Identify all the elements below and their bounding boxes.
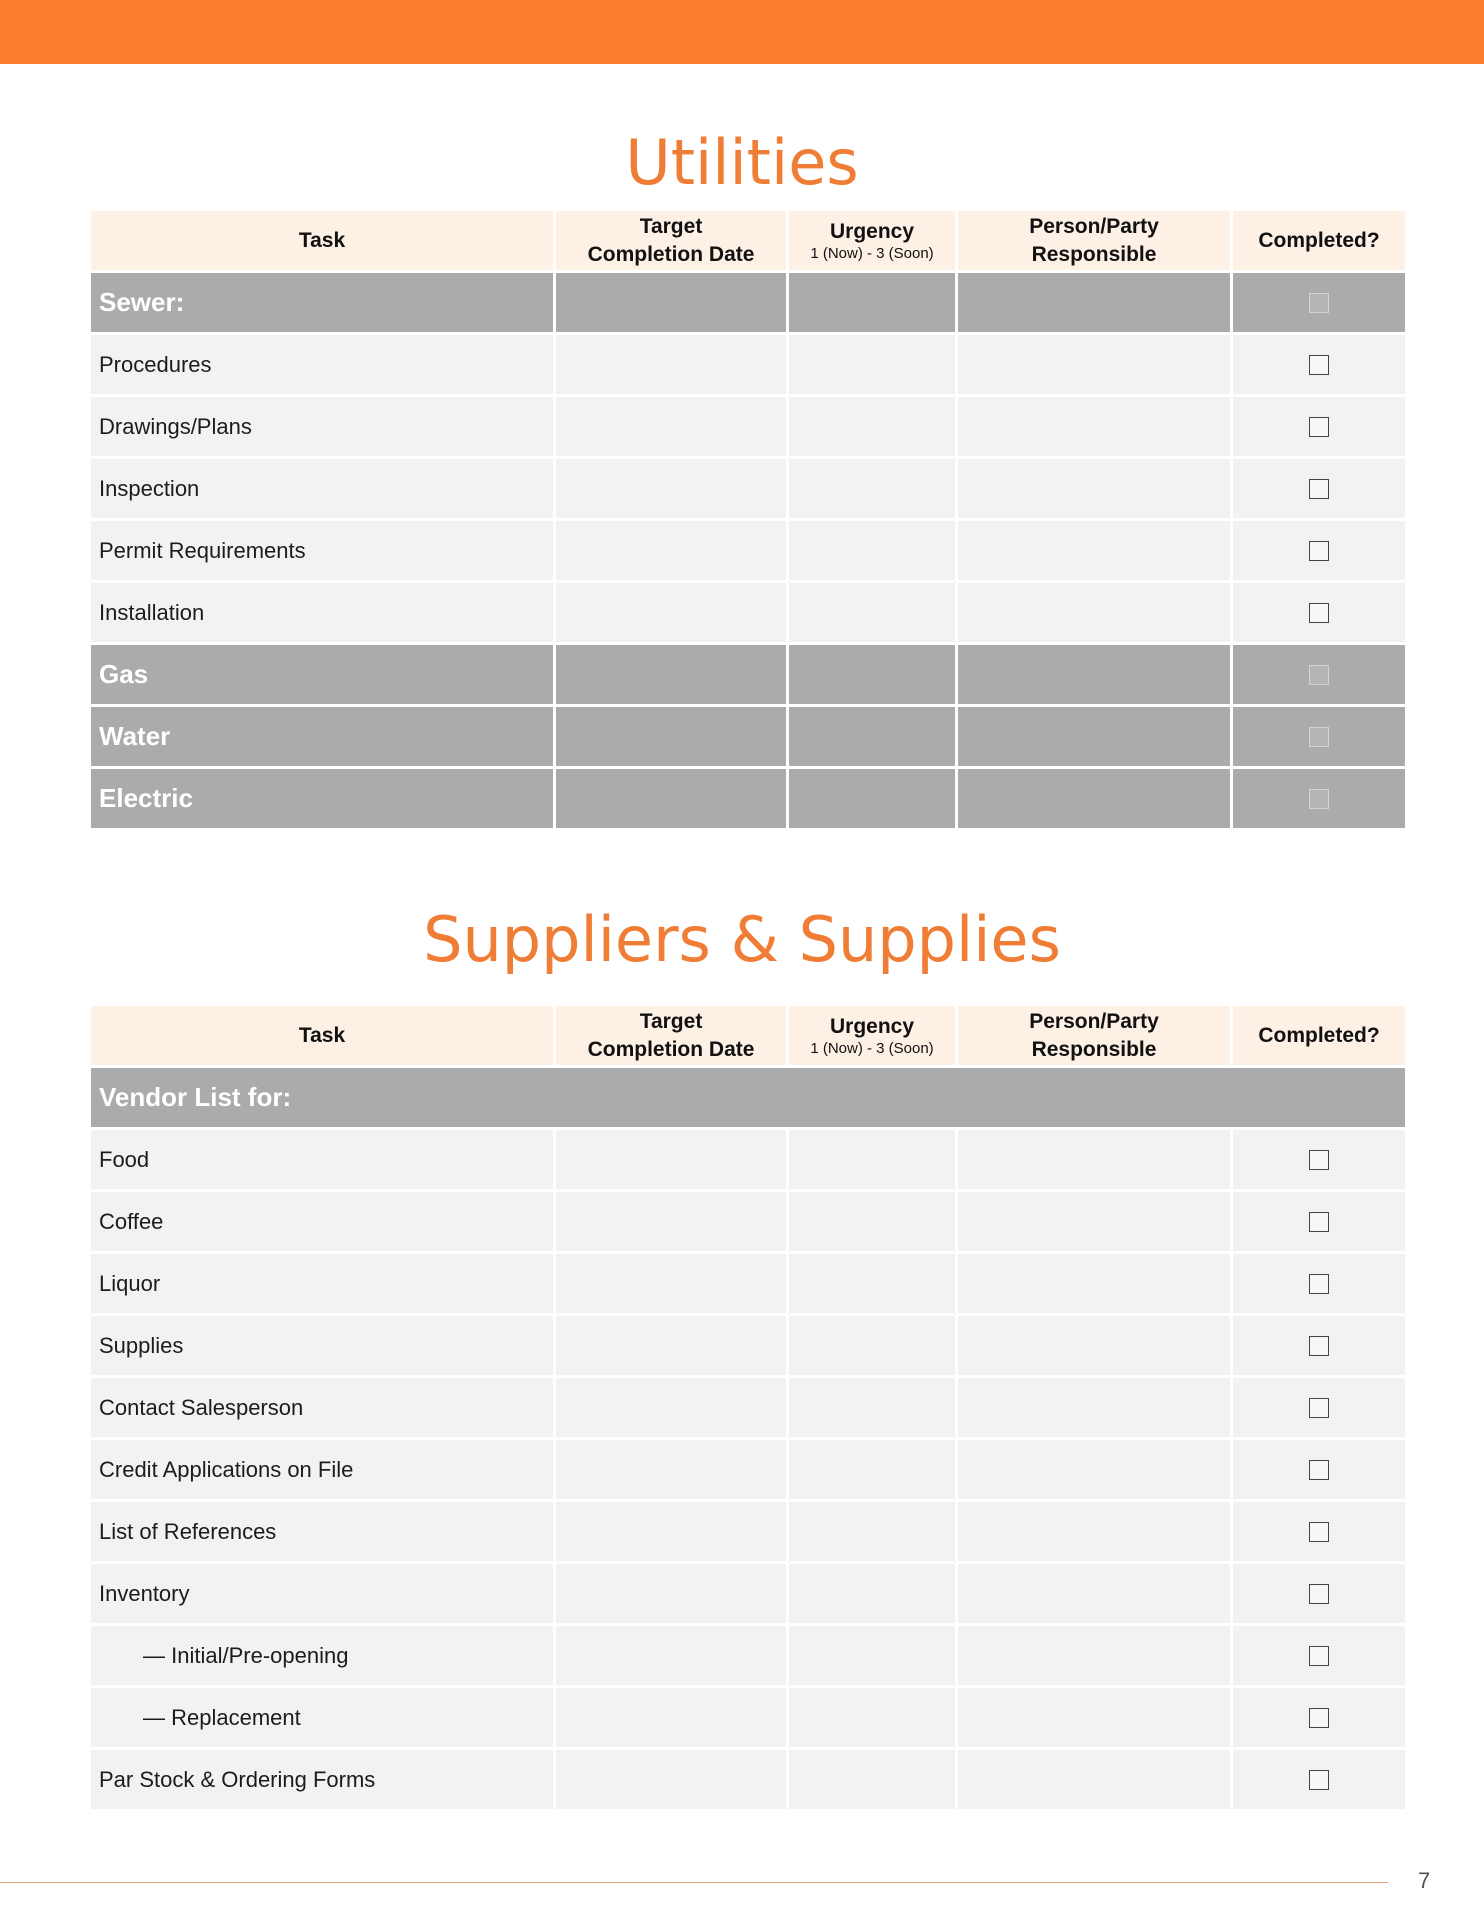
person-cell[interactable] bbox=[958, 273, 1230, 332]
person-cell[interactable] bbox=[958, 397, 1230, 456]
table-row bbox=[91, 1440, 1405, 1499]
person-cell[interactable] bbox=[958, 1440, 1230, 1499]
table-row bbox=[91, 1688, 1405, 1747]
table-row bbox=[91, 583, 1405, 642]
header-urgency: Urgency 1 (Now) - 3 (Soon) bbox=[789, 211, 955, 270]
target-date-cell[interactable] bbox=[556, 1130, 786, 1189]
header-target-date: Target Completion Date bbox=[556, 1006, 786, 1065]
urgency-cell[interactable] bbox=[789, 521, 955, 580]
header-completed: Completed? bbox=[1233, 1006, 1405, 1065]
person-cell[interactable] bbox=[958, 1316, 1230, 1375]
suppliers-title: Suppliers & Supplies bbox=[423, 903, 1061, 976]
page-number: 7 bbox=[1418, 1868, 1431, 1893]
target-date-cell[interactable] bbox=[556, 645, 786, 704]
completed-checkbox[interactable] bbox=[1309, 1212, 1329, 1232]
suppliers-header-row bbox=[91, 1006, 1405, 1065]
table-row bbox=[91, 521, 1405, 580]
header-completed: Completed? bbox=[1233, 211, 1405, 270]
table-row bbox=[91, 1316, 1405, 1375]
target-date-cell[interactable] bbox=[556, 1440, 786, 1499]
completed-cell bbox=[1233, 1130, 1405, 1189]
completed-checkbox[interactable] bbox=[1309, 1584, 1329, 1604]
urgency-cell[interactable] bbox=[789, 707, 955, 766]
utilities-title: Utilities bbox=[625, 126, 859, 199]
completed-cell bbox=[1233, 1626, 1405, 1685]
urgency-cell[interactable] bbox=[789, 1130, 955, 1189]
header-task: Task bbox=[91, 211, 553, 270]
target-date-cell[interactable] bbox=[556, 583, 786, 642]
target-date-cell[interactable] bbox=[556, 1688, 786, 1747]
table-row bbox=[91, 1502, 1405, 1561]
person-cell[interactable] bbox=[958, 1688, 1230, 1747]
task-label: Inspection bbox=[91, 459, 553, 518]
completed-checkbox[interactable] bbox=[1309, 1460, 1329, 1480]
person-cell[interactable] bbox=[958, 1378, 1230, 1437]
urgency-cell[interactable] bbox=[789, 273, 955, 332]
target-date-cell[interactable] bbox=[556, 1378, 786, 1437]
target-date-cell[interactable] bbox=[556, 459, 786, 518]
person-cell[interactable] bbox=[958, 1502, 1230, 1561]
target-date-cell[interactable] bbox=[556, 273, 786, 332]
urgency-cell[interactable] bbox=[789, 1316, 955, 1375]
table-row bbox=[91, 1192, 1405, 1251]
suppliers-table bbox=[88, 1003, 1408, 1812]
table-row bbox=[91, 397, 1405, 456]
table-row bbox=[91, 273, 1405, 332]
urgency-cell[interactable] bbox=[789, 1626, 955, 1685]
completed-checkbox[interactable] bbox=[1309, 479, 1329, 499]
urgency-cell[interactable] bbox=[789, 645, 955, 704]
completed-checkbox[interactable] bbox=[1309, 541, 1329, 561]
task-label: Inventory bbox=[91, 1564, 553, 1623]
task-label: Liquor bbox=[91, 1254, 553, 1313]
task-label: Coffee bbox=[91, 1192, 553, 1251]
table-row bbox=[91, 1564, 1405, 1623]
completed-cell bbox=[1233, 1564, 1405, 1623]
completed-cell bbox=[1233, 1316, 1405, 1375]
completed-checkbox[interactable] bbox=[1309, 1522, 1329, 1542]
task-label: Vendor List for: bbox=[91, 1068, 1405, 1127]
completed-cell bbox=[1233, 1502, 1405, 1561]
task-label: Water bbox=[91, 707, 553, 766]
target-date-cell[interactable] bbox=[556, 1502, 786, 1561]
person-cell[interactable] bbox=[958, 1192, 1230, 1251]
task-label: Food bbox=[91, 1130, 553, 1189]
target-date-cell[interactable] bbox=[556, 397, 786, 456]
urgency-cell[interactable] bbox=[789, 1254, 955, 1313]
target-date-cell[interactable] bbox=[556, 707, 786, 766]
task-label: Contact Salesperson bbox=[91, 1378, 553, 1437]
completed-checkbox[interactable] bbox=[1309, 1398, 1329, 1418]
header-target-date: Target Completion Date bbox=[556, 211, 786, 270]
target-date-cell[interactable] bbox=[556, 1626, 786, 1685]
table-row bbox=[91, 459, 1405, 518]
completed-cell bbox=[1233, 645, 1405, 704]
person-cell[interactable] bbox=[958, 1254, 1230, 1313]
completed-checkbox[interactable] bbox=[1309, 1770, 1329, 1790]
table-row bbox=[91, 1750, 1405, 1809]
person-cell[interactable] bbox=[958, 769, 1230, 828]
top-accent-bar bbox=[0, 0, 1484, 64]
person-cell[interactable] bbox=[958, 645, 1230, 704]
completed-cell bbox=[1233, 1192, 1405, 1251]
urgency-cell[interactable] bbox=[789, 583, 955, 642]
utilities-table bbox=[88, 208, 1408, 831]
table-row bbox=[91, 335, 1405, 394]
urgency-cell[interactable] bbox=[789, 1502, 955, 1561]
person-cell[interactable] bbox=[958, 459, 1230, 518]
header-urgency: Urgency 1 (Now) - 3 (Soon) bbox=[789, 1006, 955, 1065]
person-cell[interactable] bbox=[958, 1626, 1230, 1685]
task-label: — Replacement bbox=[91, 1688, 553, 1747]
table-row bbox=[91, 1626, 1405, 1685]
urgency-cell[interactable] bbox=[789, 1378, 955, 1437]
task-label: Procedures bbox=[91, 335, 553, 394]
person-cell[interactable] bbox=[958, 335, 1230, 394]
urgency-cell[interactable] bbox=[789, 397, 955, 456]
completed-cell bbox=[1233, 769, 1405, 828]
target-date-cell[interactable] bbox=[556, 1564, 786, 1623]
task-label: Drawings/Plans bbox=[91, 397, 553, 456]
completed-cell bbox=[1233, 583, 1405, 642]
completed-checkbox[interactable] bbox=[1309, 1274, 1329, 1294]
footer-divider bbox=[0, 1882, 1388, 1883]
table-row bbox=[91, 707, 1405, 766]
task-label: Credit Applications on File bbox=[91, 1440, 553, 1499]
urgency-cell[interactable] bbox=[789, 769, 955, 828]
table-row bbox=[91, 1254, 1405, 1313]
completed-checkbox[interactable] bbox=[1309, 1150, 1329, 1170]
completed-checkbox[interactable] bbox=[1309, 727, 1329, 747]
task-label: Installation bbox=[91, 583, 553, 642]
urgency-cell[interactable] bbox=[789, 1750, 955, 1809]
urgency-scale: 1 (Now) - 3 (Soon) bbox=[810, 245, 934, 263]
completed-cell bbox=[1233, 1688, 1405, 1747]
urgency-cell[interactable] bbox=[789, 335, 955, 394]
task-label: Gas bbox=[91, 645, 553, 704]
urgency-cell[interactable] bbox=[789, 1440, 955, 1499]
header-person-responsible: Person/Party Responsible bbox=[958, 211, 1230, 270]
person-cell[interactable] bbox=[958, 1750, 1230, 1809]
completed-checkbox[interactable] bbox=[1309, 1708, 1329, 1728]
target-date-cell[interactable] bbox=[556, 335, 786, 394]
completed-checkbox[interactable] bbox=[1309, 355, 1329, 375]
person-cell[interactable] bbox=[958, 521, 1230, 580]
completed-checkbox[interactable] bbox=[1309, 1646, 1329, 1666]
task-label: Permit Requirements bbox=[91, 521, 553, 580]
urgency-scale: 1 (Now) - 3 (Soon) bbox=[810, 1040, 934, 1058]
task-label: List of References bbox=[91, 1502, 553, 1561]
completed-cell bbox=[1233, 521, 1405, 580]
target-date-cell[interactable] bbox=[556, 769, 786, 828]
completed-cell bbox=[1233, 1440, 1405, 1499]
utilities-header-row bbox=[91, 211, 1405, 270]
task-label: Electric bbox=[91, 769, 553, 828]
table-row bbox=[91, 1068, 1405, 1127]
completed-cell bbox=[1233, 335, 1405, 394]
urgency-cell[interactable] bbox=[789, 1564, 955, 1623]
completed-cell bbox=[1233, 1378, 1405, 1437]
urgency-cell[interactable] bbox=[789, 459, 955, 518]
completed-cell bbox=[1233, 707, 1405, 766]
task-label: Supplies bbox=[91, 1316, 553, 1375]
completed-checkbox[interactable] bbox=[1309, 1336, 1329, 1356]
completed-cell bbox=[1233, 397, 1405, 456]
header-person-responsible: Person/Party Responsible bbox=[958, 1006, 1230, 1065]
person-cell[interactable] bbox=[958, 707, 1230, 766]
urgency-cell[interactable] bbox=[789, 1192, 955, 1251]
header-task: Task bbox=[91, 1006, 553, 1065]
table-row bbox=[91, 1130, 1405, 1189]
completed-checkbox[interactable] bbox=[1309, 417, 1329, 437]
urgency-cell[interactable] bbox=[789, 1688, 955, 1747]
completed-checkbox[interactable] bbox=[1309, 603, 1329, 623]
task-label: Par Stock & Ordering Forms bbox=[91, 1750, 553, 1809]
completed-checkbox[interactable] bbox=[1309, 665, 1329, 685]
person-cell[interactable] bbox=[958, 583, 1230, 642]
table-row bbox=[91, 1378, 1405, 1437]
person-cell[interactable] bbox=[958, 1130, 1230, 1189]
target-date-cell[interactable] bbox=[556, 1254, 786, 1313]
completed-cell bbox=[1233, 459, 1405, 518]
table-row bbox=[91, 769, 1405, 828]
task-label: Sewer: bbox=[91, 273, 553, 332]
completed-cell bbox=[1233, 273, 1405, 332]
person-cell[interactable] bbox=[958, 1564, 1230, 1623]
target-date-cell[interactable] bbox=[556, 1316, 786, 1375]
completed-checkbox[interactable] bbox=[1309, 789, 1329, 809]
completed-cell bbox=[1233, 1750, 1405, 1809]
target-date-cell[interactable] bbox=[556, 1750, 786, 1809]
target-date-cell[interactable] bbox=[556, 521, 786, 580]
task-label: — Initial/Pre-opening bbox=[91, 1626, 553, 1685]
completed-cell bbox=[1233, 1254, 1405, 1313]
target-date-cell[interactable] bbox=[556, 1192, 786, 1251]
table-row bbox=[91, 645, 1405, 704]
completed-checkbox[interactable] bbox=[1309, 293, 1329, 313]
